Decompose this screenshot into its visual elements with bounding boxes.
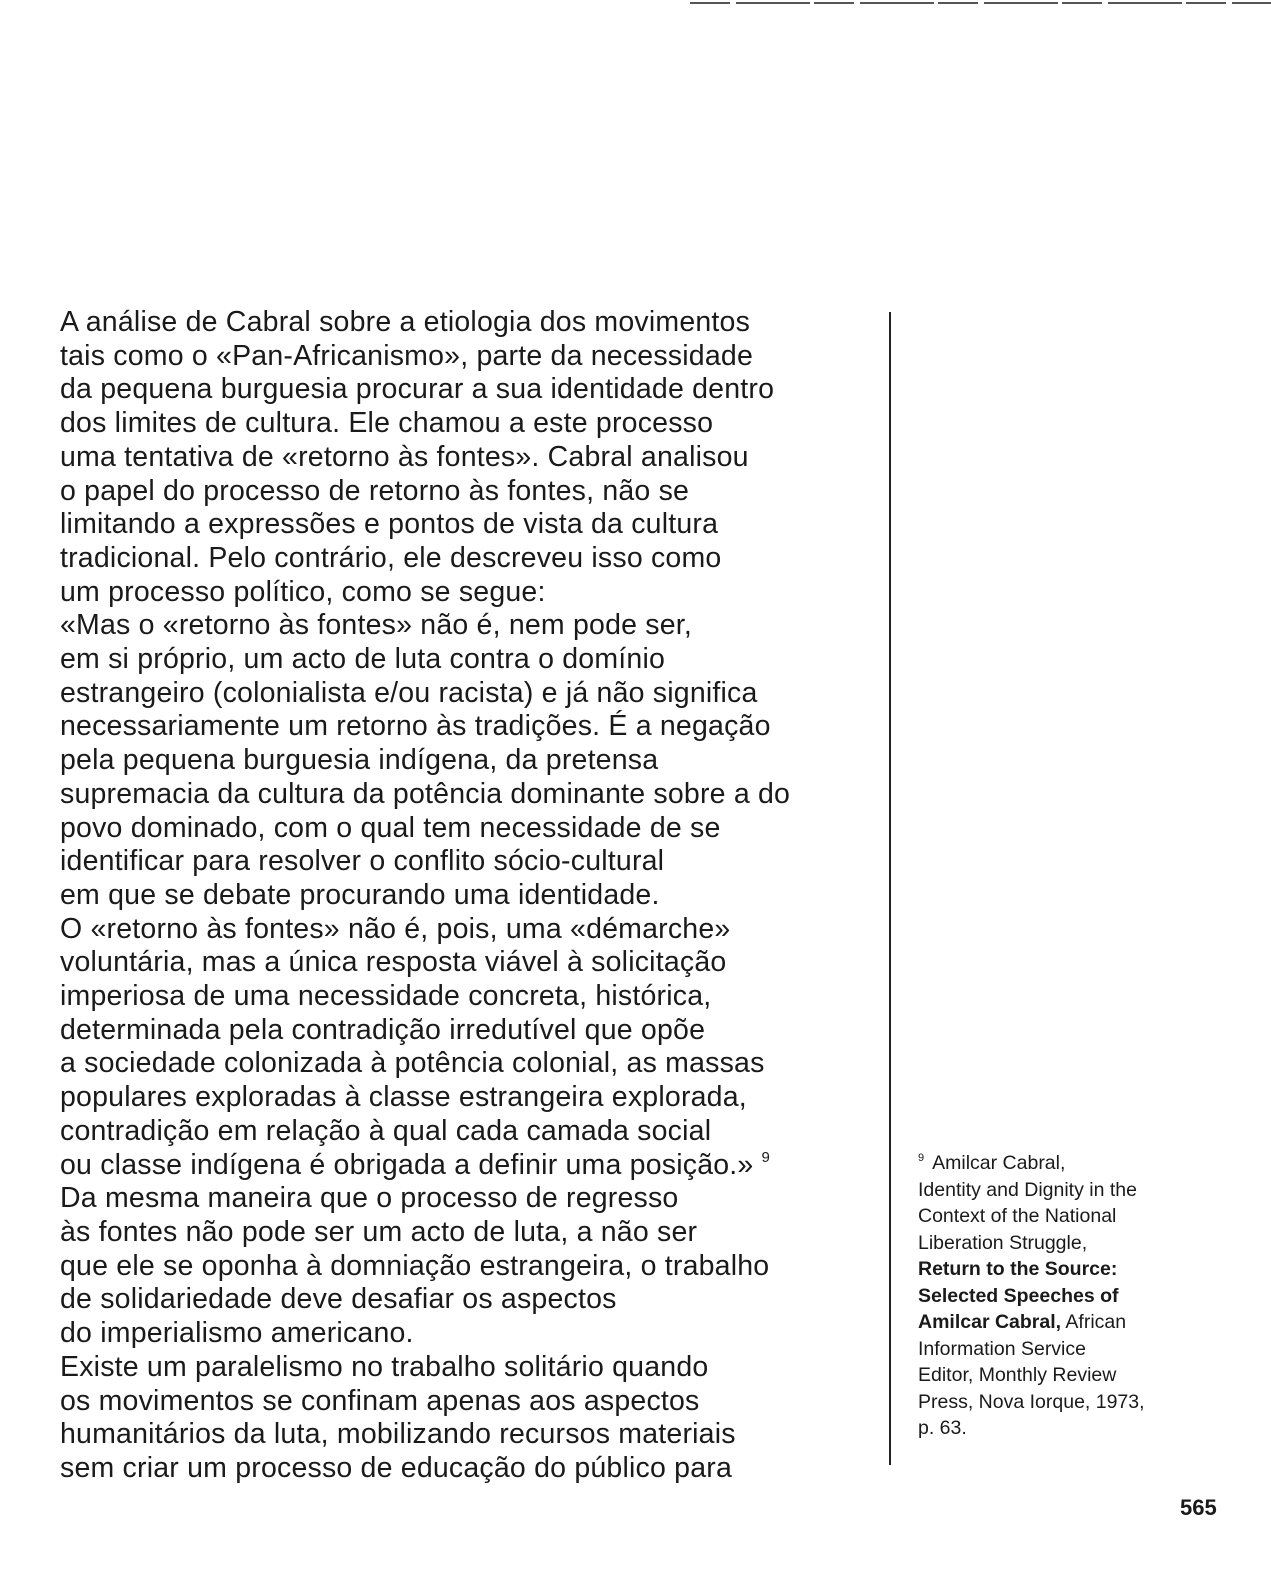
top-rule	[690, 2, 1271, 4]
text-line: a sociedade colonizada à potência colonial, as massas	[60, 1047, 765, 1080]
footnote	[918, 1150, 1248, 1442]
text-line: povo dominado, com o qual tem necessidade de se	[60, 811, 721, 844]
text-line: Existe um paralelismo no trabalho solitário quando	[60, 1350, 709, 1383]
page-number: 565	[1180, 1495, 1217, 1520]
footnote-line	[918, 1309, 1248, 1336]
text-line: limitando a expressões e pontos de vista da cultura	[60, 508, 719, 541]
text-line: de solidariedade deve desafiar os aspectos	[60, 1283, 617, 1316]
footnote-line: Press, Nova Iorque, 1973,	[918, 1390, 1145, 1413]
text-line: em que se debate procurando uma identidade.	[60, 878, 660, 911]
main-text-column	[60, 306, 882, 1486]
text-line: determinada pela contradição irredutível que opõe	[60, 1013, 706, 1046]
text-line-content: ou classe indígena é obrigada a definir uma posição.»	[60, 1148, 754, 1181]
text-line: imperiosa de uma necessidade concreta, histórica,	[60, 980, 712, 1013]
text-line: voluntária, mas a única resposta viável à solicitação	[60, 946, 727, 979]
text-line: dos limites de cultura. Ele chamou a este processo	[60, 407, 714, 440]
text-line: contradição em relação à qual cada camada social	[60, 1114, 712, 1147]
text-line: necessariamente um retorno às tradições. É a negação	[60, 710, 771, 743]
text-line-with-footnote	[60, 1149, 882, 1183]
footnote-book-title: Amilcar Cabral,	[918, 1311, 1062, 1333]
text-line: sem criar um processo de educação do público para	[60, 1451, 732, 1484]
text-line: às fontes não pode ser um acto de luta, a não ser	[60, 1215, 698, 1248]
footnote-book-title: Selected Speeches of	[918, 1284, 1119, 1307]
text-line: identificar para resolver o conflito sócio-cultural	[60, 845, 665, 878]
text-line: uma tentativa de «retorno às fontes». Cabral analisou	[60, 440, 749, 473]
footnote-number: 9	[918, 1152, 925, 1164]
text-line: humanitários da luta, mobilizando recursos materiais	[60, 1418, 736, 1451]
footnote-line: Information Service	[918, 1337, 1086, 1360]
footnote-line: Identity and Dignity in the	[918, 1178, 1137, 1201]
footnote-line	[918, 1150, 1248, 1177]
text-line: A análise de Cabral sobre a etiologia dos movimentos	[60, 306, 751, 338]
footnote-publisher: African	[1065, 1311, 1127, 1333]
column-divider	[889, 312, 891, 1465]
text-line: estrangeiro (colonialista e/ou racista) e já não significa	[60, 676, 758, 709]
text-line: os movimentos se confinam apenas aos aspectos	[60, 1384, 700, 1417]
footnote-line: Editor, Monthly Review	[918, 1364, 1117, 1386]
text-line: O «retorno às fontes» não é, pois, uma «démarche»	[60, 912, 731, 945]
text-line: o papel do processo de retorno às fontes, não se	[60, 474, 690, 507]
footnote-line: Context of the National	[918, 1205, 1117, 1227]
text-line: um processo político, como se segue:	[60, 575, 546, 608]
text-line: que ele se oponha à domniação estrangeira, o trabalho	[60, 1249, 770, 1282]
text-line: em si próprio, um acto de luta contra o domínio	[60, 643, 666, 676]
text-line: da pequena burguesia procurar a sua identidade dentro	[60, 373, 775, 406]
text-line: populares exploradas à classe estrangeira explorada,	[60, 1081, 747, 1114]
text-line: tais como o «Pan-Africanismo», parte da necessidade	[60, 339, 753, 372]
text-line: pela pequena burguesia indígena, da pretensa	[60, 744, 659, 777]
footnote-author: Amilcar Cabral,	[932, 1152, 1066, 1174]
text-line: «Mas o «retorno às fontes» não é, nem pode ser,	[60, 609, 693, 642]
text-line: Da mesma maneira que o processo de regresso	[60, 1182, 679, 1215]
footnote-reference[interactable]: 9	[761, 1148, 771, 1166]
footnote-line: Liberation Struggle,	[918, 1231, 1088, 1254]
footnote-book-title: Return to the Source:	[918, 1258, 1118, 1280]
text-line: do imperialismo americano.	[60, 1317, 414, 1350]
text-line: supremacia da cultura da potência dominante sobre a do	[60, 777, 791, 810]
text-line: tradicional. Pelo contrário, ele descreveu isso como	[60, 541, 722, 574]
footnote-line: p. 63.	[918, 1417, 967, 1439]
